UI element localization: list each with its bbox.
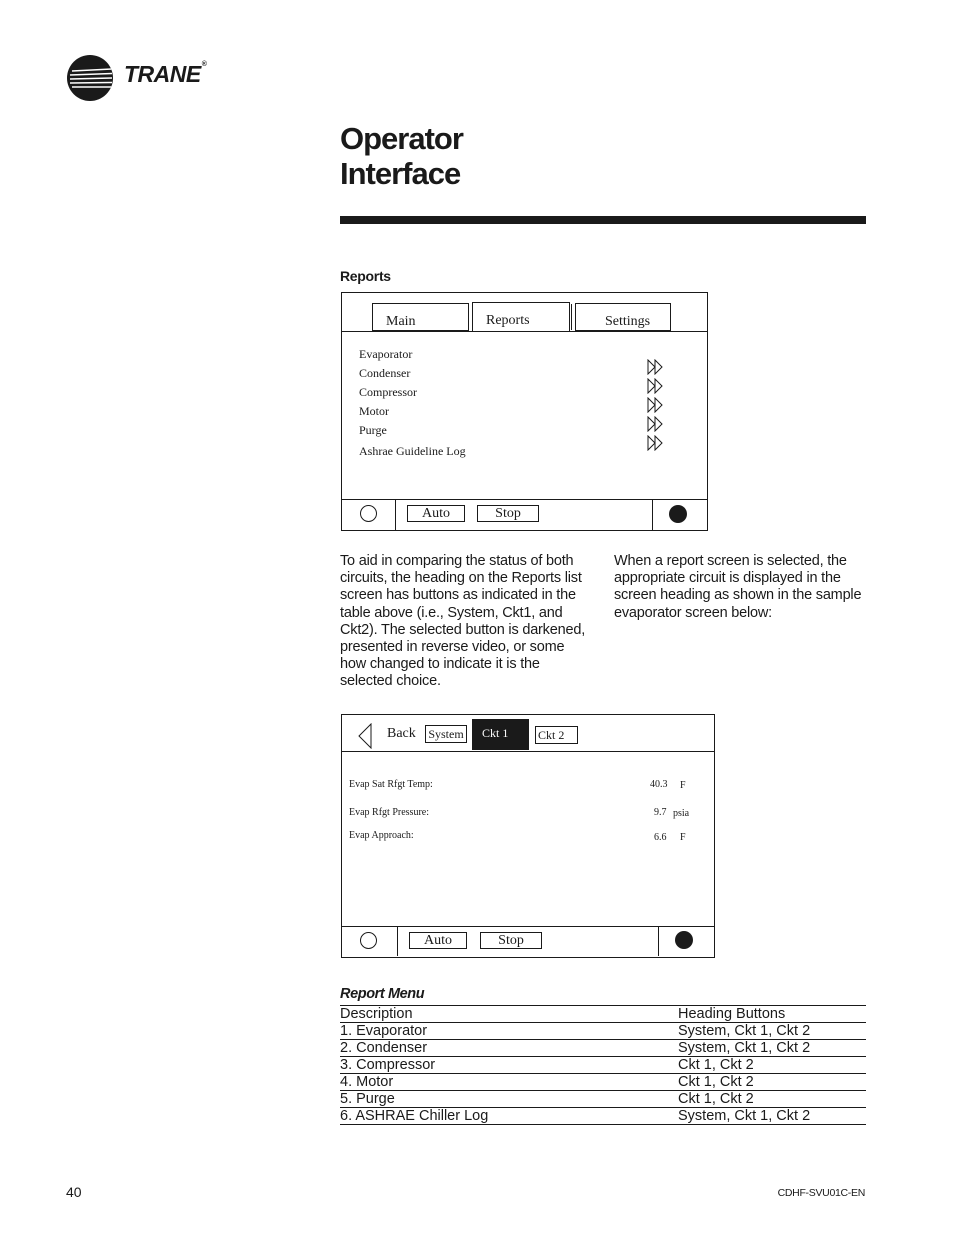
row-unit: F: [680, 832, 686, 843]
table-cell: 2. Condenser: [340, 1040, 678, 1057]
double-chevron-right-icon[interactable]: [647, 376, 663, 395]
auto-button[interactable]: Auto: [407, 505, 465, 522]
table-header-row: [340, 1006, 866, 1023]
tab-settings-label: Settings: [605, 314, 651, 329]
footer-divider: [397, 927, 398, 956]
back-arrow-icon[interactable]: [357, 723, 373, 749]
brand-name: TRANE: [124, 61, 201, 87]
report-item-condenser[interactable]: Condenser: [359, 366, 411, 380]
section-title: Reports: [340, 268, 391, 284]
table-row: [340, 1091, 866, 1108]
table-cell: Ckt 1, Ckt 2: [678, 1091, 866, 1108]
reports-screen-footer: [342, 499, 707, 530]
table-cell: 4. Motor: [340, 1074, 678, 1091]
row-label: Evap Approach:: [349, 830, 414, 841]
report-arrows: [647, 357, 663, 452]
page-title: Operator Interface: [340, 121, 463, 191]
table-cell: 3. Compressor: [340, 1057, 678, 1074]
table-row: [340, 1023, 866, 1040]
table-header-description: Description: [340, 1006, 678, 1023]
row-label: Evap Rfgt Pressure:: [349, 807, 429, 818]
row-value: 9.7: [654, 807, 667, 818]
tab-main[interactable]: [372, 303, 469, 331]
brand-wordmark: [124, 61, 206, 88]
row-value: 40.3: [650, 779, 668, 790]
document-id: CDHF-SVU01C-EN: [777, 1187, 865, 1199]
system-button[interactable]: System: [425, 725, 467, 743]
status-circle-icon[interactable]: [360, 505, 377, 522]
double-chevron-right-icon[interactable]: [647, 357, 663, 376]
auto-button[interactable]: Auto: [409, 932, 467, 949]
row-unit: psia: [673, 808, 690, 819]
table-cell: Ckt 1, Ckt 2: [678, 1057, 866, 1074]
double-chevron-right-icon[interactable]: [647, 433, 663, 452]
footer-divider: [395, 500, 396, 530]
table-cell: System, Ckt 1, Ckt 2: [678, 1108, 866, 1125]
alarm-indicator-icon[interactable]: [675, 931, 693, 949]
table-header-buttons: Heading Buttons: [678, 1006, 866, 1023]
report-list: [359, 345, 466, 461]
report-item-ashrae-log[interactable]: Ashrae Guideline Log: [359, 444, 466, 458]
title-rule: [340, 216, 866, 224]
tab-reports[interactable]: [472, 302, 570, 332]
evaporator-screen-figure: [341, 714, 715, 958]
table-cell: Ckt 1, Ckt 2: [678, 1074, 866, 1091]
trademark-mark: ®: [201, 61, 207, 68]
table-row: [340, 1040, 866, 1057]
report-item-motor[interactable]: Motor: [359, 404, 389, 418]
table-cell: 5. Purge: [340, 1091, 678, 1108]
report-item-evaporator[interactable]: Evaporator: [359, 347, 413, 361]
stop-button[interactable]: Stop: [480, 932, 542, 949]
row-unit: F: [680, 780, 686, 791]
table-title: Report Menu: [340, 986, 425, 1002]
back-button[interactable]: Back: [387, 726, 416, 741]
table-cell: System, Ckt 1, Ckt 2: [678, 1040, 866, 1057]
tab-baseline: [342, 331, 707, 332]
table-cell: System, Ckt 1, Ckt 2: [678, 1023, 866, 1040]
page-number: 40: [66, 1184, 82, 1200]
stop-button[interactable]: Stop: [477, 505, 539, 522]
tab-main-label: Main: [386, 314, 416, 329]
tab-settings[interactable]: [575, 303, 671, 331]
reports-screen-figure: [341, 292, 708, 531]
table-row: [340, 1074, 866, 1091]
table-cell: 1. Evaporator: [340, 1023, 678, 1040]
tab-reports-label: Reports: [486, 313, 530, 328]
paragraph-left: To aid in comparing the status of both circuits, the heading on the Reports list screen has buttons as indicated in the table above (i.e., System, Ckt1, and Ckt2). The selected button is darkened, presented in reverse video, or some how changed to indicate it is the selected choice.: [340, 553, 586, 690]
header-divider: [342, 751, 714, 752]
footer-divider: [652, 500, 653, 530]
row-value: 6.6: [654, 832, 667, 843]
ckt1-button-selected[interactable]: Ckt 1: [472, 719, 529, 750]
double-chevron-right-icon[interactable]: [647, 395, 663, 414]
report-item-purge[interactable]: Purge: [359, 423, 387, 437]
row-label: Evap Sat Rfgt Temp:: [349, 779, 433, 790]
footer-divider: [658, 927, 659, 956]
table-row: [340, 1108, 866, 1125]
report-menu-table: [340, 1005, 866, 1125]
evap-screen-footer: [342, 926, 714, 956]
alarm-indicator-icon[interactable]: [669, 505, 687, 523]
table-row: [340, 1057, 866, 1074]
status-circle-icon[interactable]: [360, 932, 377, 949]
table-cell: 6. ASHRAE Chiller Log: [340, 1108, 678, 1125]
paragraph-right: When a report screen is selected, the appropriate circuit is displayed in the screen heading as shown in the sample evaporator screen below:: [614, 553, 862, 621]
ckt2-button[interactable]: Ckt 2: [535, 726, 578, 744]
double-chevron-right-icon[interactable]: [647, 414, 663, 433]
trane-logo-icon: [66, 54, 114, 102]
report-item-compressor[interactable]: Compressor: [359, 385, 417, 399]
